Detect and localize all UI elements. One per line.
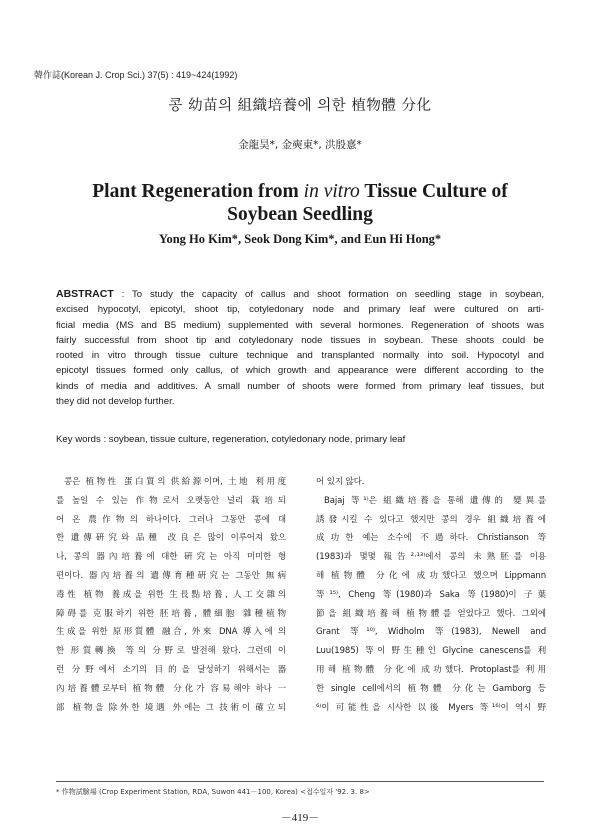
body-line: 生成을 위한 原形質體 融合, 外來 DNA 導入에 의 bbox=[56, 627, 286, 638]
abstract-line: they did not develop further. bbox=[56, 396, 175, 408]
body-column-right bbox=[316, 473, 546, 717]
body-column-left bbox=[56, 473, 286, 717]
body-line: ⁶⁾이 可能性을 시사한 以後 Myers 等¹⁶⁾이 역시 野 bbox=[316, 702, 546, 713]
korean-title: 콩 幼苗의 組織培養에 의한 植物體 分化 bbox=[168, 98, 432, 114]
body-line: 콩은 植物性 蛋白質의 供給源이며, 土地 利用度 bbox=[64, 477, 286, 487]
body-line: 內培養體로부터 植物體 分化가 容易해야 하나 一 bbox=[56, 683, 286, 694]
body-line: 節을 組織培養해 植物體를 얻었다고 했다. 그외에 bbox=[316, 608, 546, 619]
keywords: Key words : soybean, tissue culture, regeneration, cotyledonary node, primary leaf bbox=[56, 434, 406, 445]
abstract bbox=[56, 287, 544, 409]
english-title-line-1 bbox=[0, 180, 600, 203]
body-line: 어 온 農作物의 하나이다. 그러나 그동안 콩에 대 bbox=[56, 514, 286, 525]
body-line: Grant 等¹⁰⁾, Widholm 等(1983), Newell and bbox=[316, 627, 546, 638]
body-line: 用해 植物體 分化에 成功했다. Protoplast를 利用 bbox=[316, 664, 546, 675]
body-line: 毒性 植物 養成을 위한 生長點培養, 人工交雜의 bbox=[56, 589, 286, 600]
abstract-label: ABSTRACT bbox=[56, 288, 114, 300]
body-line: (1983)과 몇몇 報告²·¹³⁾에서 콩의 未熟胚를 이용 bbox=[316, 552, 546, 563]
body-line: 런 分野에서 소기의 目的을 달성하기 위해서는 器 bbox=[56, 664, 286, 675]
body-line: Bajaj 等¹⁾은 組織培養을 통해 遺傳的 變異를 bbox=[324, 495, 546, 506]
footnote-divider bbox=[56, 781, 544, 782]
body-line: 等¹⁵⁾, Cheng 等(1980)과 Saka 等(1980)이 子葉 bbox=[316, 589, 546, 600]
abstract-line: kinds of media and additives. A small number of shoots were formed from primary leaf tissues, but bbox=[56, 380, 544, 392]
english-title-part-1: Plant Regeneration from bbox=[92, 181, 304, 202]
body-line: 나, 콩의 器內培養에 대한 硏究는 아직 미미한 형 bbox=[56, 552, 286, 563]
journal-reference: 韓作誌(Korean J. Crop Sci.) 37(5) : 419~424(1992) bbox=[34, 70, 238, 80]
body-line: 한 遺傳硏究와 品種 改良은 많이 이루어져 왔으 bbox=[56, 533, 286, 544]
body-line: 해 植物體 分化에 成功했다고 했으며 Lippmann bbox=[316, 570, 546, 581]
abstract-line: fairly successful from shoot tip and cotyledonary node tissues in soybean. These shoots could be bbox=[56, 334, 544, 346]
english-title-part-2: Tissue Culture of bbox=[359, 181, 508, 202]
body-line: 를 높일 수 있는 作物로서 오랫동안 널리 栽培되 bbox=[56, 495, 286, 506]
abstract-line: excised hypocotyl, epicotyl, shoot tip, cotyledonary node and primary leaf were cultured on arti- bbox=[56, 304, 544, 316]
body-line: 어 있지 않다. bbox=[316, 477, 365, 487]
korean-authors: 金龍昊*, 金奭東*, 洪殷憙* bbox=[238, 139, 362, 151]
abstract-line: ABSTRACT : To study the capacity of callus and shoot formation on seedling stage in soybean, bbox=[56, 288, 544, 300]
body-line: 한 single cell에서의 植物體 分化는 Gamborg 등 bbox=[316, 683, 546, 694]
abstract-line: rooted in vitro through tissue culture technique and transplanted normally into soil. Hypocotyl and bbox=[56, 350, 544, 362]
english-title bbox=[0, 180, 600, 226]
footnote: * 作物試驗場 (Crop Experiment Station, RDA, Suwon 441－100, Korea) <접수일자 '92. 3. 8> bbox=[56, 788, 370, 796]
body-line: 誘發시킬 수 있다고 했지만 콩의 경우 組織培養에 bbox=[316, 514, 546, 525]
body-line: 편이다. 器內培養의 遺傳育種硏究는 그동안 無病 bbox=[56, 570, 286, 581]
body-line: Luu(1985) 等이 野生種인 Glycine canescens를 利 bbox=[316, 646, 546, 657]
page-number: －419－ bbox=[280, 812, 320, 824]
body-line: 한 形質轉換 等의 分野로 발전해 왔다. 그런데 이 bbox=[56, 646, 286, 657]
english-title-line-2: Soybean Seedling bbox=[227, 204, 373, 225]
english-title-italic: in vitro bbox=[303, 181, 360, 202]
body-line: 部 植物을 除外한 境遇 外에는 그 技術이 確立되 bbox=[56, 702, 286, 713]
abstract-line: epicotyl tissues formed only callus, of which growth and appearance were different according to the bbox=[56, 365, 544, 377]
body-line: 成功한 예는 소수에 不過하다. Christianson 等 bbox=[316, 533, 546, 544]
english-authors: Yong Ho Kim*, Seok Dong Kim*, and Eun Hi Hong* bbox=[158, 232, 442, 246]
body-line: 障碍를 克服하기 위한 胚培養, 體細胞 雜種植物 bbox=[56, 608, 286, 619]
abstract-line: ficial media (MS and B5 medium) supplemented with several hormones. Regeneration of shoots was bbox=[56, 319, 544, 331]
